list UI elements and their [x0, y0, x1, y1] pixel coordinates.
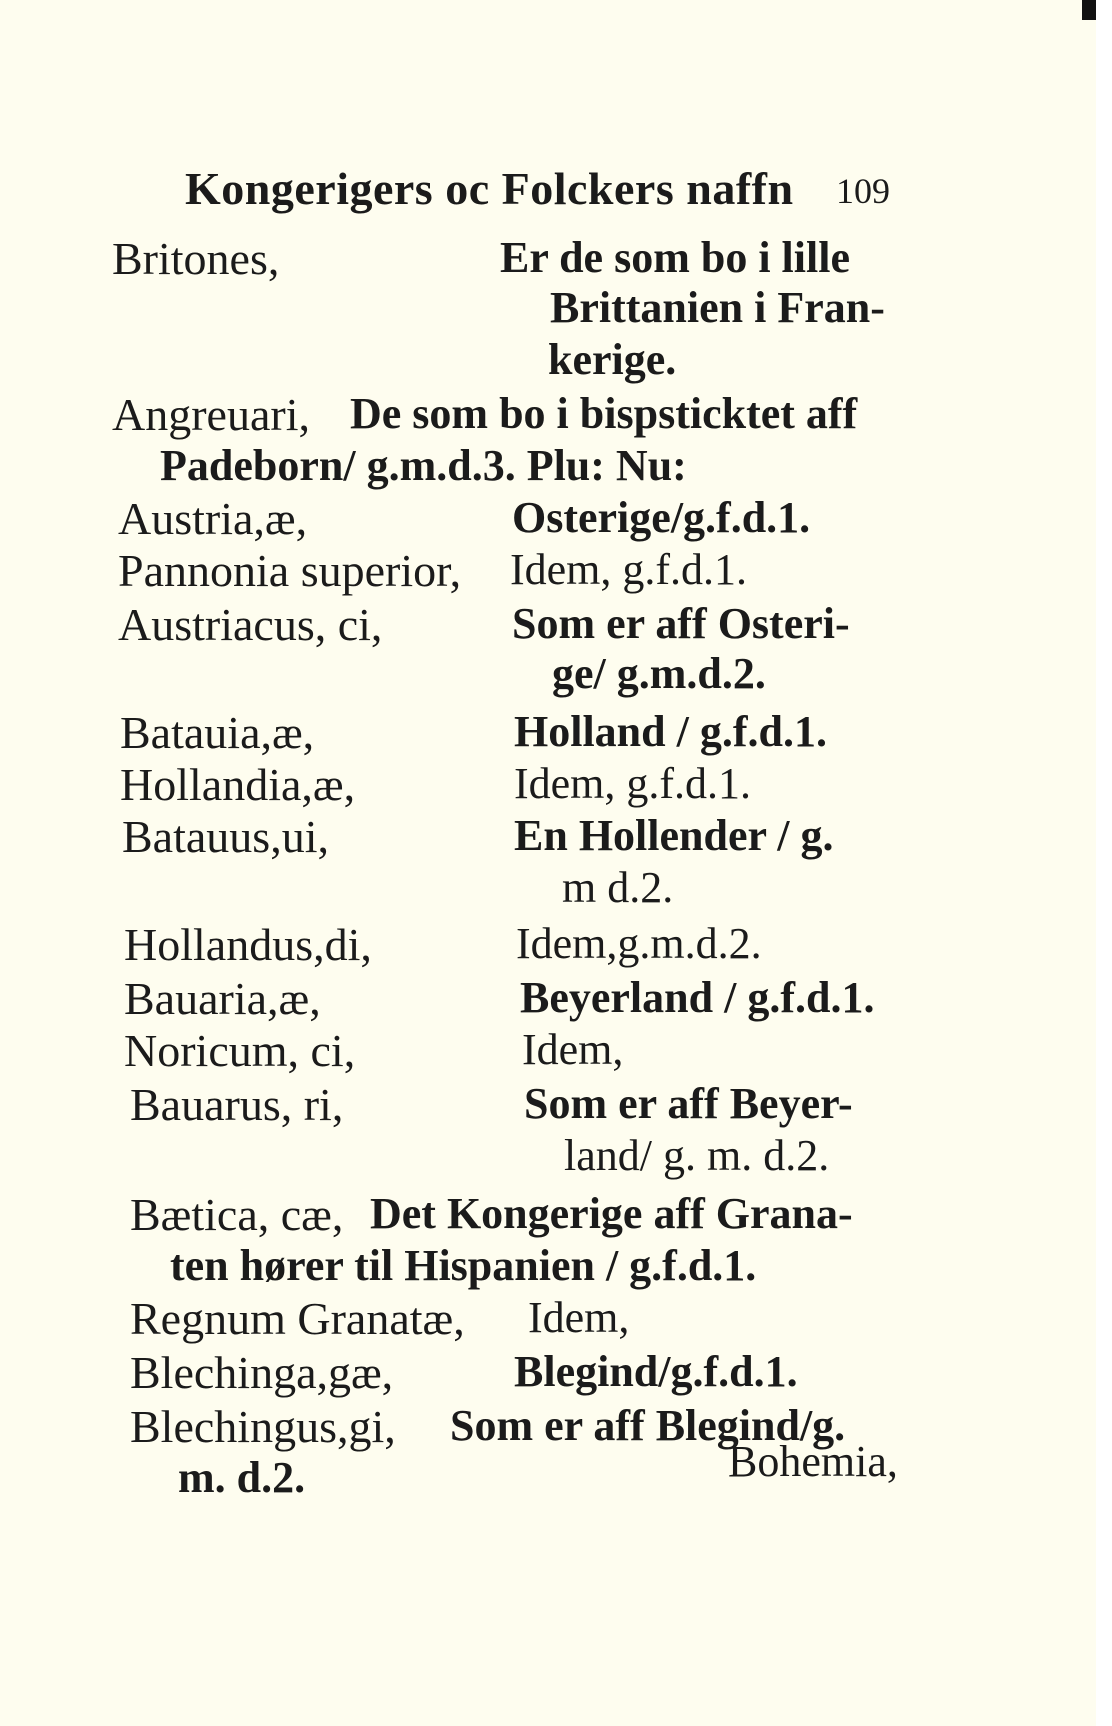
danish-gloss: Idem, g.f.d.1. [510, 545, 748, 594]
danish-gloss: Blegind/g.f.d.1. [514, 1347, 798, 1396]
danish-gloss: Er de som bo i lille [500, 233, 850, 282]
danish-gloss: Som er aff Beyer- [524, 1079, 853, 1128]
danish-gloss: land/ g. m. d.2. [564, 1131, 830, 1180]
scan-edge-mark [1082, 0, 1096, 20]
danish-gloss: ten hører til Hispanien / g.f.d.1. [170, 1241, 757, 1290]
danish-gloss: kerige. [548, 335, 677, 384]
latin-entry: Britones, [112, 233, 280, 284]
page-number: 109 [836, 171, 890, 211]
latin-entry: Pannonia superior, [118, 545, 462, 596]
latin-entry: Hollandia,æ, [120, 759, 356, 810]
latin-entry: Bætica, cæ, [130, 1189, 344, 1240]
latin-entry: Regnum Granatæ, [130, 1293, 465, 1344]
danish-gloss: De som bo i bispsticktet aff [350, 389, 858, 438]
running-title: Kongerigers oc Folckers naffn [185, 163, 794, 214]
danish-gloss: m d.2. [562, 863, 674, 912]
latin-entry: Hollandus,di, [124, 919, 372, 970]
danish-gloss: Det Kongerige aff Grana- [370, 1189, 853, 1238]
danish-gloss: ge/ g.m.d.2. [552, 649, 766, 698]
danish-gloss: En Hollender / g. [514, 811, 834, 860]
danish-gloss: Padeborn/ g.m.d.3. Plu: Nu: [160, 441, 687, 490]
danish-gloss: Holland / g.f.d.1. [514, 707, 827, 756]
latin-entry: Noricum, ci, [124, 1025, 356, 1076]
danish-gloss: m. d.2. [178, 1453, 306, 1502]
danish-gloss: Idem, [522, 1025, 624, 1074]
latin-entry: Blechingus,gi, [130, 1401, 396, 1452]
danish-gloss: Idem, [528, 1293, 630, 1342]
catchword: Bohemia, [728, 1437, 898, 1486]
latin-entry: Batauia,æ, [120, 707, 315, 758]
danish-gloss: Idem, g.f.d.1. [514, 759, 752, 808]
latin-entry: Blechinga,gæ, [130, 1347, 394, 1398]
latin-entry: Bauarus, ri, [130, 1079, 344, 1130]
latin-entry: Bauaria,æ, [124, 973, 321, 1024]
danish-gloss: Idem,g.m.d.2. [516, 919, 762, 968]
latin-entry: Angreuari, [112, 389, 310, 440]
danish-gloss: Brittanien i Fran- [550, 283, 885, 332]
latin-entry: Batauus,ui, [122, 811, 329, 862]
danish-gloss: Som er aff Blegind/g. [450, 1401, 846, 1450]
latin-entry: Austria,æ, [118, 493, 308, 544]
danish-gloss: Beyerland / g.f.d.1. [520, 973, 875, 1022]
latin-entry: Austriacus, ci, [118, 599, 383, 650]
danish-gloss: Som er aff Osteri- [512, 599, 850, 648]
danish-gloss: Osterige/g.f.d.1. [512, 493, 811, 542]
